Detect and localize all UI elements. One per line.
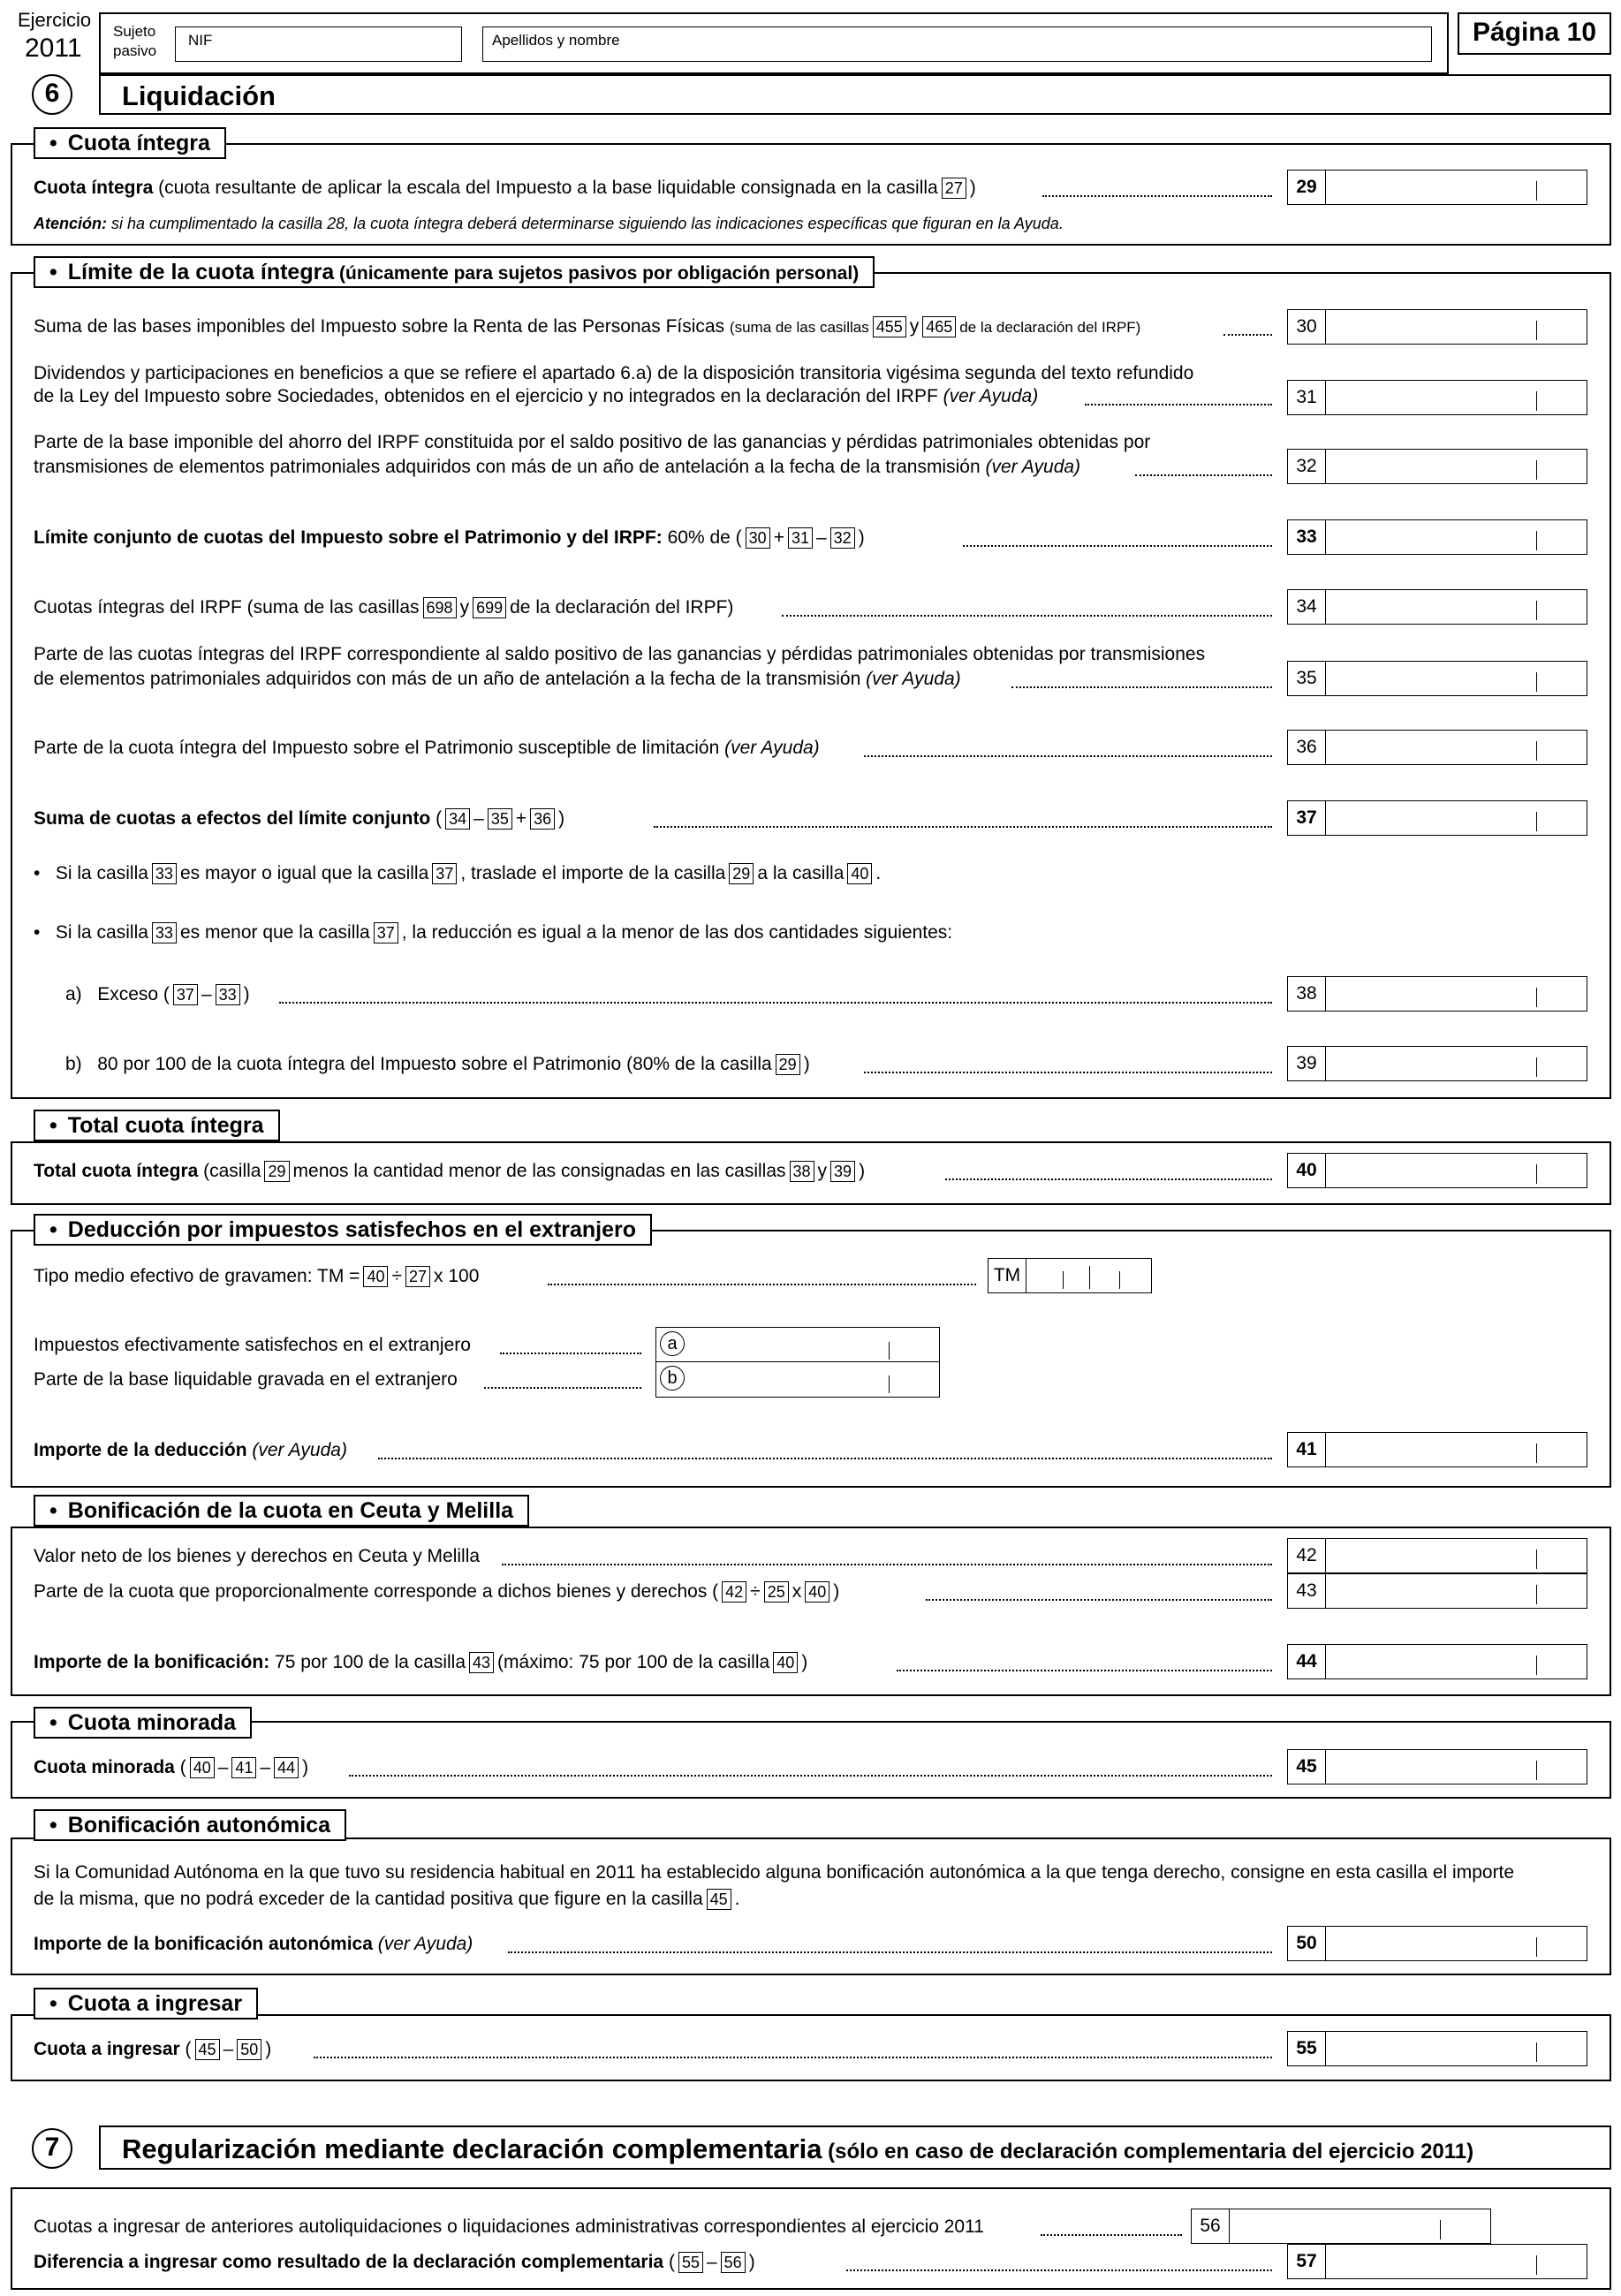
bullet-1: • Si la casilla 33 es mayor o igual que la casilla 37 , traslade el importe de la casilla 29 a la casilla 40 .: [34, 863, 882, 883]
ceuta-title: • Bonificación de la cuota en Ceuta y Melilla: [34, 1495, 529, 1527]
row-50-text: Importe de la bonificación autonómica (ver Ayuda): [34, 1934, 473, 1954]
row-b-text: Parte de la base liquidable gravada en el extranjero: [34, 1369, 458, 1390]
ejercicio-label: Ejercicio: [18, 9, 92, 31]
row-32-line2: transmisiones de elementos patrimoniales adquiridos con más de un año de antelación a la fecha de la transmisión (ver Ayuda): [34, 457, 1081, 477]
row-33-text: Límite conjunto de cuotas del Impuesto sobre el Patrimonio y del IRPF: 60% de ( 30 + 31 – 32 ): [34, 527, 865, 548]
section-7-number: 7: [32, 2128, 72, 2169]
casilla-38[interactable]: 38: [1287, 976, 1587, 1012]
cuota-integra-title: • Cuota íntegra: [34, 127, 226, 159]
row-37-text: Suma de cuotas a efectos del límite conjunto ( 34 – 35 + 36 ): [34, 808, 565, 829]
casilla-40[interactable]: 40: [1287, 1153, 1587, 1188]
total-title: • Total cuota íntegra: [34, 1110, 280, 1141]
casilla-36[interactable]: 36: [1287, 730, 1587, 765]
casilla-57[interactable]: 57: [1287, 2244, 1587, 2279]
ejercicio-year: 2011: [25, 34, 82, 63]
tm-field[interactable]: [988, 1258, 1152, 1293]
atencion-note: Atención: si ha cumplimentado la casilla 28, la cuota íntegra deberá determinarse siguiendo las indicaciones específicas que figuran en la Ayuda.: [34, 215, 1064, 232]
row-57-text: Diferencia a ingresar como resultado de la declaración complementaria ( 55 – 56 ): [34, 2252, 755, 2272]
row-30-text: Suma de las bases imponibles del Impuesto sobre la Renta de las Personas Físicas (suma de las casillas 455 y 465 de la declaración del IRPF): [34, 316, 1141, 337]
row-55-text: Cuota a ingresar ( 45 – 50 ): [34, 2039, 272, 2059]
casilla-55[interactable]: 55: [1287, 2031, 1587, 2066]
field-a[interactable]: a: [660, 1331, 685, 1356]
row-43-text: Parte de la cuota que proporcionalmente corresponde a dichos bienes y derechos ( 42 ÷ 25 x 40 ): [34, 1581, 840, 1602]
row-39-text: b) 80 por 100 de la cuota íntegra del Impuesto sobre el Patrimonio (80% de la casilla 29 ): [65, 1054, 810, 1074]
row-40-text: Total cuota íntegra (casilla 29 menos la cantidad menor de las consignadas en las casillas 38 y 39 ): [34, 1161, 866, 1181]
casilla-43[interactable]: 43: [1287, 1573, 1587, 1609]
casilla-44[interactable]: 44: [1287, 1644, 1587, 1679]
nif-field[interactable]: [175, 27, 462, 62]
row-41-text: Importe de la deducción (ver Ayuda): [34, 1440, 347, 1460]
autonomica-par-line1: Si la Comunidad Autónoma en la que tuvo su residencia habitual en 2011 ha establecido alguna bonificación autonómica a la que tenga derecho, consigne en esta casilla el importe: [34, 1862, 1515, 1883]
cuota-integra-line: Cuota íntegra (cuota resultante de aplicar la escala del Impuesto a la base liquidable consignada en la casilla 27 ): [34, 178, 976, 198]
pasivo-label: pasivo: [113, 42, 157, 59]
apellidos-label: Apellidos y nombre: [492, 32, 620, 49]
ab-fields: [655, 1327, 940, 1398]
section-6-title: Liquidación: [122, 80, 276, 111]
section-7-header: [99, 2126, 1611, 2170]
section-6-number: 6: [32, 74, 72, 115]
page-number: Página 10: [1458, 12, 1611, 55]
casilla-39[interactable]: 39: [1287, 1046, 1587, 1081]
autonomica-title: • Bonificación autonómica: [34, 1809, 346, 1841]
row-44-text: Importe de la bonificación: 75 por 100 de la casilla 43 (máximo: 75 por 100 de la casilla 40 ): [34, 1652, 808, 1672]
sujeto-label: Sujeto: [113, 23, 156, 40]
casilla-50[interactable]: 50: [1287, 1926, 1587, 1961]
row-38-text: a) Exceso ( 37 – 33 ): [65, 984, 250, 1004]
casilla-31[interactable]: 31: [1287, 380, 1587, 415]
deduccion-title: • Deducción por impuestos satisfechos en el extranjero: [34, 1214, 652, 1246]
limite-title: • Límite de la cuota íntegra (únicamente para sujetos pasivos por obligación personal): [34, 256, 875, 288]
row-a-text: Impuestos efectivamente satisfechos en el extranjero: [34, 1335, 471, 1355]
tm-text: Tipo medio efectivo de gravamen: TM = 40 ÷ 27 x 100: [34, 1266, 480, 1286]
casilla-37[interactable]: 37: [1287, 800, 1587, 836]
casilla-42[interactable]: 42: [1287, 1538, 1587, 1573]
casilla-45[interactable]: 45: [1287, 1749, 1587, 1785]
casilla-30[interactable]: 30: [1287, 309, 1587, 345]
bullet-2: • Si la casilla 33 es menor que la casilla 37 , la reducción es igual a la menor de las dos cantidades siguientes:: [34, 922, 953, 943]
nif-label: NIF: [188, 32, 213, 49]
row-35-line2: de elementos patrimoniales adquiridos con más de un año de antelación a la fecha de la transmisión (ver Ayuda): [34, 669, 961, 689]
casilla-29[interactable]: 29: [1287, 170, 1587, 205]
casilla-35[interactable]: 35: [1287, 661, 1587, 696]
field-b[interactable]: b: [660, 1366, 685, 1390]
section-7-title: Regularización mediante declaración complementaria (sólo en caso de declaración complementaria del ejercicio 2011): [122, 2133, 1474, 2164]
row-31-line2: de la Ley del Impuesto sobre Sociedades, obtenidos en el ejercicio y no integrados en la declaración del IRPF (ver Ayuda): [34, 386, 1039, 406]
row-31-line1: Dividendos y participaciones en beneficios a que se refiere el apartado 6.a) de la disposición transitoria vigésima segunda del texto refundido: [34, 363, 1194, 383]
casilla-33[interactable]: 33: [1287, 519, 1587, 555]
casilla-32[interactable]: 32: [1287, 449, 1587, 484]
casilla-41[interactable]: 41: [1287, 1432, 1587, 1467]
ref-27: 27: [942, 178, 966, 199]
apellidos-field[interactable]: [482, 27, 1432, 62]
row-56-text: Cuotas a ingresar de anteriores autoliquidaciones o liquidaciones administrativas correspondientes al ejercicio 2011: [34, 2216, 984, 2237]
section-6-header: [99, 74, 1611, 115]
row-34-text: Cuotas íntegras del IRPF (suma de las casillas 698 y 699 de la declaración del IRPF): [34, 597, 734, 618]
row-42-text: Valor neto de los bienes y derechos en Ceuta y Melilla: [34, 1546, 481, 1566]
minorada-title: • Cuota minorada: [34, 1707, 252, 1739]
row-35-line1: Parte de las cuotas íntegras del IRPF correspondiente al saldo positivo de las ganancias y pérdidas patrimoniales obtenidas por transmisiones: [34, 644, 1206, 664]
ingresar-title: • Cuota a ingresar: [34, 1988, 258, 2019]
row-36-text: Parte de la cuota íntegra del Impuesto sobre el Patrimonio susceptible de limitación (ver Ayuda): [34, 738, 820, 758]
casilla-34[interactable]: 34: [1287, 589, 1587, 625]
row-32-line1: Parte de la base imponible del ahorro del IRPF constituida por el saldo positivo de las ganancias y pérdidas patrimoniales obtenidas por: [34, 432, 1151, 452]
casilla-56[interactable]: 56: [1191, 2209, 1491, 2244]
autonomica-par-line2: de la misma, que no podrá exceder de la cantidad positiva que figure en la casilla 45 .: [34, 1889, 740, 1909]
row-45-text: Cuota minorada ( 40 – 41 – 44 ): [34, 1757, 309, 1777]
tm-label: TM: [993, 1265, 1021, 1285]
